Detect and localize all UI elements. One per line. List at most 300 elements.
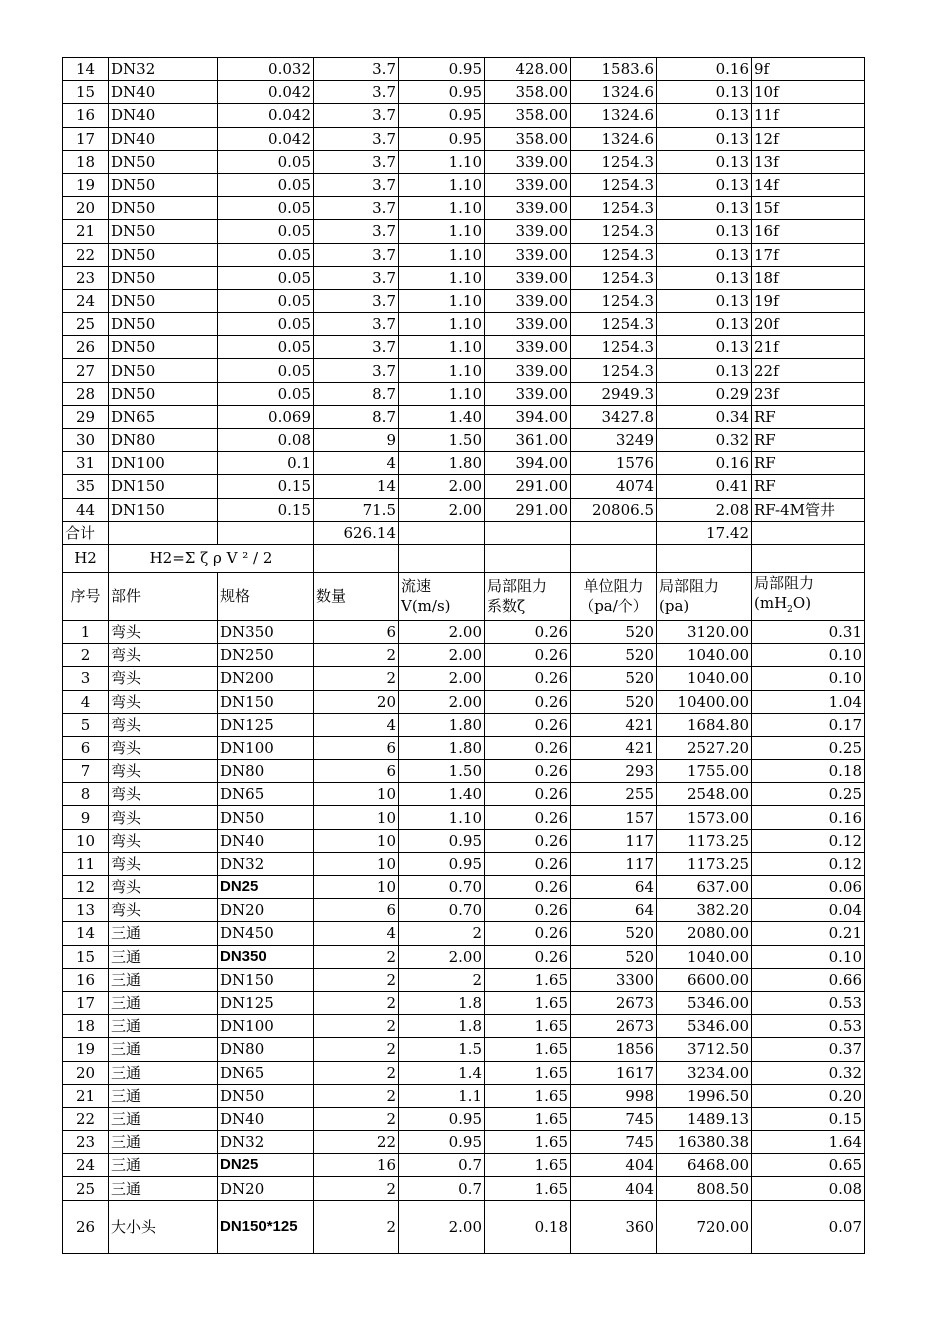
pipe-diameter: 0.15 <box>218 475 314 498</box>
resistance-coef: 1.65 <box>485 1015 571 1038</box>
pipe-spec: DN50 <box>109 289 218 312</box>
unit-resistance: 358.00 <box>485 81 571 104</box>
location: 11f <box>752 104 865 127</box>
unit-resistance: 157 <box>571 806 657 829</box>
local-resistance-pa: 5346.00 <box>657 991 752 1014</box>
pipe-diameter: 0.05 <box>218 243 314 266</box>
friction-m: 0.41 <box>657 475 752 498</box>
row-no: 15 <box>63 81 109 104</box>
velocity: 1.1 <box>399 1084 485 1107</box>
part-spec: DN125 <box>218 991 314 1014</box>
location: 9f <box>752 58 865 81</box>
row-no: 20 <box>63 1061 109 1084</box>
local-resistance-mh2o: 0.32 <box>752 1061 865 1084</box>
pipe-diameter: 0.05 <box>218 150 314 173</box>
velocity: 1.50 <box>399 429 485 452</box>
part-name: 弯头 <box>109 829 218 852</box>
pipe-length: 8.7 <box>314 382 399 405</box>
velocity: 1.10 <box>399 150 485 173</box>
header-localm-line2: $(mH_2O)$ <box>754 593 812 615</box>
local-resistance-pa: 1040.00 <box>657 644 752 667</box>
table-row <box>63 173 865 196</box>
local-resistance-mh2o: 1.64 <box>752 1131 865 1154</box>
row-no: 27 <box>63 359 109 382</box>
table-row <box>63 899 865 922</box>
row-no: 16 <box>63 104 109 127</box>
row-no: 2 <box>63 644 109 667</box>
table-row <box>63 150 865 173</box>
local-resistance-pa: 3120.00 <box>657 620 752 643</box>
local-resistance-mh2o: 0.12 <box>752 852 865 875</box>
friction-pa: 1254.3 <box>571 220 657 243</box>
location: 18f <box>752 266 865 289</box>
pipe-spec: DN50 <box>109 336 218 359</box>
part-name: 弯头 <box>109 736 218 759</box>
table-row <box>63 1154 865 1177</box>
pipe-resistance-table <box>62 57 865 1254</box>
velocity: 1.8 <box>399 991 485 1014</box>
row-no: 25 <box>63 1177 109 1200</box>
table-row <box>63 968 865 991</box>
friction-m: 0.13 <box>657 197 752 220</box>
local-resistance-pa: 3712.50 <box>657 1038 752 1061</box>
pipe-diameter: 0.1 <box>218 452 314 475</box>
table-row <box>63 81 865 104</box>
local-resistance-pa: 10400.00 <box>657 690 752 713</box>
pipe-diameter: 0.042 <box>218 127 314 150</box>
table-row <box>63 313 865 336</box>
velocity: 1.10 <box>399 382 485 405</box>
local-resistance-pa: 1996.50 <box>657 1084 752 1107</box>
resistance-coef: 1.65 <box>485 1177 571 1200</box>
part-spec: DN20 <box>218 1177 314 1200</box>
resistance-coef: 0.26 <box>485 736 571 759</box>
pipe-length: 8.7 <box>314 405 399 428</box>
quantity: 2 <box>314 945 399 968</box>
resistance-coef: 1.65 <box>485 1107 571 1130</box>
unit-resistance: 1617 <box>571 1061 657 1084</box>
velocity: 0.95 <box>399 127 485 150</box>
header-coef-line1: 局部阻力 <box>487 577 548 596</box>
friction-m: 0.16 <box>657 58 752 81</box>
table-row <box>63 1107 865 1130</box>
velocity: 0.7 <box>399 1154 485 1177</box>
pipe-diameter: 0.042 <box>218 104 314 127</box>
pipe-length: 71.5 <box>314 498 399 521</box>
pipe-diameter: 0.05 <box>218 359 314 382</box>
row-no: 21 <box>63 220 109 243</box>
quantity: 10 <box>314 852 399 875</box>
table-row <box>63 922 865 945</box>
velocity: 1.8 <box>399 1015 485 1038</box>
unit-resistance: 745 <box>571 1107 657 1130</box>
header-local-line2: (pa) <box>659 597 690 616</box>
header-qty: 数量 <box>314 572 399 620</box>
local-resistance-pa: 1173.25 <box>657 829 752 852</box>
velocity: 0.95 <box>399 104 485 127</box>
pipe-length: 3.7 <box>314 173 399 196</box>
table-row <box>63 104 865 127</box>
row-no: 22 <box>63 1107 109 1130</box>
friction-m: 0.13 <box>657 150 752 173</box>
pipe-spec: DN50 <box>109 150 218 173</box>
resistance-coef: 0.26 <box>485 667 571 690</box>
resistance-coef: 1.65 <box>485 1084 571 1107</box>
velocity: 0.95 <box>399 58 485 81</box>
row-no: 26 <box>63 336 109 359</box>
pipe-length: 3.7 <box>314 220 399 243</box>
local-resistance-mh2o: 0.17 <box>752 713 865 736</box>
row-no: 21 <box>63 1084 109 1107</box>
friction-pa: 1324.6 <box>571 81 657 104</box>
unit-resistance: 339.00 <box>485 382 571 405</box>
resistance-coef: 0.26 <box>485 806 571 829</box>
velocity: 0.95 <box>399 1107 485 1130</box>
pipe-spec: DN150 <box>109 498 218 521</box>
location: 14f <box>752 173 865 196</box>
unit-resistance: 291.00 <box>485 498 571 521</box>
velocity: 2.00 <box>399 1200 485 1253</box>
location: 16f <box>752 220 865 243</box>
local-resistance-mh2o: 0.12 <box>752 829 865 852</box>
row-no: 16 <box>63 968 109 991</box>
part-name: 弯头 <box>109 852 218 875</box>
unit-resistance: 1856 <box>571 1038 657 1061</box>
table-row <box>63 452 865 475</box>
part-name: 三通 <box>109 1015 218 1038</box>
velocity: 1.10 <box>399 336 485 359</box>
local-resistance-mh2o: 0.53 <box>752 1015 865 1038</box>
unit-resistance: 339.00 <box>485 359 571 382</box>
unit-resistance: 520 <box>571 644 657 667</box>
row-no: 35 <box>63 475 109 498</box>
quantity: 22 <box>314 1131 399 1154</box>
friction-pa: 20806.5 <box>571 498 657 521</box>
friction-pa: 1576 <box>571 452 657 475</box>
part-spec: DN40 <box>218 1107 314 1130</box>
pipe-spec: DN65 <box>109 405 218 428</box>
part-spec: DN80 <box>218 760 314 783</box>
part-spec: DN65 <box>218 783 314 806</box>
friction-m: 0.13 <box>657 173 752 196</box>
velocity: 0.95 <box>399 852 485 875</box>
location: 23f <box>752 382 865 405</box>
friction-m: 0.13 <box>657 127 752 150</box>
unit-resistance: 421 <box>571 713 657 736</box>
table-row <box>63 991 865 1014</box>
row-no: 4 <box>63 690 109 713</box>
resistance-coef: 0.18 <box>485 1200 571 1253</box>
local-resistance-pa: 3234.00 <box>657 1061 752 1084</box>
unit-resistance: 520 <box>571 945 657 968</box>
header-velocity <box>399 572 485 620</box>
fitting-section-body <box>63 620 865 1253</box>
part-spec: DN100 <box>218 736 314 759</box>
unit-resistance: 339.00 <box>485 266 571 289</box>
pipe-spec: DN50 <box>109 359 218 382</box>
row-no: 9 <box>63 806 109 829</box>
resistance-coef: 1.65 <box>485 1038 571 1061</box>
friction-pa: 3249 <box>571 429 657 452</box>
quantity: 2 <box>314 1200 399 1253</box>
pipe-diameter: 0.05 <box>218 266 314 289</box>
part-spec: DN50 <box>218 1084 314 1107</box>
friction-pa: 1324.6 <box>571 104 657 127</box>
resistance-coef: 0.26 <box>485 829 571 852</box>
header-coef <box>485 572 571 620</box>
local-resistance-mh2o: 0.07 <box>752 1200 865 1253</box>
table-row <box>63 498 865 521</box>
velocity: 0.95 <box>399 829 485 852</box>
row-no: 15 <box>63 945 109 968</box>
table-row <box>63 429 865 452</box>
pipe-spec: DN50 <box>109 266 218 289</box>
table-row <box>63 1084 865 1107</box>
resistance-coef: 1.65 <box>485 991 571 1014</box>
location: 19f <box>752 289 865 312</box>
velocity: 0.70 <box>399 899 485 922</box>
local-resistance-mh2o: 0.10 <box>752 667 865 690</box>
header-velocity-line2: V(m/s) <box>401 597 451 616</box>
friction-pa: 1254.3 <box>571 197 657 220</box>
part-name: 弯头 <box>109 620 218 643</box>
row-no: 44 <box>63 498 109 521</box>
velocity: 1.10 <box>399 313 485 336</box>
friction-m: 0.16 <box>657 452 752 475</box>
quantity: 6 <box>314 620 399 643</box>
resistance-coef: 0.26 <box>485 713 571 736</box>
part-name: 三通 <box>109 1107 218 1130</box>
unit-resistance: 358.00 <box>485 127 571 150</box>
pipe-length: 3.7 <box>314 197 399 220</box>
friction-pa: 1254.3 <box>571 336 657 359</box>
table-row <box>63 289 865 312</box>
friction-pa: 1583.6 <box>571 58 657 81</box>
unit-resistance: 255 <box>571 783 657 806</box>
h2-label: H2 <box>63 544 109 572</box>
local-resistance-pa: 637.00 <box>657 876 752 899</box>
table-row <box>63 667 865 690</box>
row-no: 30 <box>63 429 109 452</box>
row-no: 22 <box>63 243 109 266</box>
pipe-diameter: 0.042 <box>218 81 314 104</box>
pipe-spec: DN40 <box>109 127 218 150</box>
velocity: 1.40 <box>399 783 485 806</box>
resistance-coef: 0.26 <box>485 690 571 713</box>
quantity: 2 <box>314 991 399 1014</box>
velocity: 2.00 <box>399 475 485 498</box>
row-no: 14 <box>63 58 109 81</box>
pipe-length: 4 <box>314 452 399 475</box>
unit-resistance: 428.00 <box>485 58 571 81</box>
pipe-diameter: 0.05 <box>218 173 314 196</box>
unit-resistance: 998 <box>571 1084 657 1107</box>
row-no: 12 <box>63 876 109 899</box>
pipe-diameter: 0.05 <box>218 289 314 312</box>
resistance-coef: 0.26 <box>485 644 571 667</box>
pipe-length: 3.7 <box>314 266 399 289</box>
local-resistance-pa: 1573.00 <box>657 806 752 829</box>
local-resistance-mh2o: 0.31 <box>752 620 865 643</box>
pipe-spec: DN50 <box>109 243 218 266</box>
header-spec: 规格 <box>218 572 314 620</box>
table-row <box>63 405 865 428</box>
resistance-coef: 1.65 <box>485 1061 571 1084</box>
part-name: 三通 <box>109 968 218 991</box>
part-name: 弯头 <box>109 783 218 806</box>
table-row <box>63 359 865 382</box>
location: 13f <box>752 150 865 173</box>
local-resistance-pa: 2080.00 <box>657 922 752 945</box>
part-name: 三通 <box>109 1038 218 1061</box>
row-no: 24 <box>63 1154 109 1177</box>
pipe-length: 3.7 <box>314 359 399 382</box>
part-name: 弯头 <box>109 899 218 922</box>
table-row <box>63 475 865 498</box>
velocity: 0.7 <box>399 1177 485 1200</box>
pipe-spec: DN40 <box>109 104 218 127</box>
velocity: 1.5 <box>399 1038 485 1061</box>
row-no: 5 <box>63 713 109 736</box>
part-name: 三通 <box>109 945 218 968</box>
part-spec: DN50 <box>218 806 314 829</box>
local-resistance-pa: 1040.00 <box>657 667 752 690</box>
part-name: 三通 <box>109 991 218 1014</box>
local-resistance-mh2o: 0.06 <box>752 876 865 899</box>
row-no: 25 <box>63 313 109 336</box>
quantity: 2 <box>314 1177 399 1200</box>
local-resistance-pa: 16380.38 <box>657 1131 752 1154</box>
local-resistance-mh2o: 0.20 <box>752 1084 865 1107</box>
location: RF <box>752 405 865 428</box>
pipe-spec: DN50 <box>109 197 218 220</box>
local-resistance-mh2o: 1.04 <box>752 690 865 713</box>
row-no: 11 <box>63 852 109 875</box>
pipe-diameter: 0.069 <box>218 405 314 428</box>
row-no: 29 <box>63 405 109 428</box>
quantity: 6 <box>314 736 399 759</box>
location: 22f <box>752 359 865 382</box>
part-name: 弯头 <box>109 876 218 899</box>
friction-pa: 1254.3 <box>571 359 657 382</box>
unit-resistance: 64 <box>571 899 657 922</box>
pipe-length: 3.7 <box>314 150 399 173</box>
summary-section <box>63 521 865 620</box>
velocity: 1.10 <box>399 806 485 829</box>
unit-resistance: 339.00 <box>485 197 571 220</box>
velocity: 1.4 <box>399 1061 485 1084</box>
friction-m: 0.29 <box>657 382 752 405</box>
pipe-length: 3.7 <box>314 81 399 104</box>
part-name: 三通 <box>109 1061 218 1084</box>
local-resistance-pa: 6468.00 <box>657 1154 752 1177</box>
quantity: 6 <box>314 760 399 783</box>
unit-resistance: 291.00 <box>485 475 571 498</box>
part-name: 三通 <box>109 1154 218 1177</box>
friction-m: 2.08 <box>657 498 752 521</box>
friction-m: 0.32 <box>657 429 752 452</box>
row-no: 19 <box>63 1038 109 1061</box>
part-spec: DN125 <box>218 713 314 736</box>
resistance-coef: 0.26 <box>485 899 571 922</box>
unit-resistance: 394.00 <box>485 452 571 475</box>
resistance-coef: 1.65 <box>485 1154 571 1177</box>
pipe-diameter: 0.05 <box>218 313 314 336</box>
pipe-length: 3.7 <box>314 313 399 336</box>
quantity: 2 <box>314 1107 399 1130</box>
table-row <box>63 127 865 150</box>
friction-pa: 1254.3 <box>571 313 657 336</box>
friction-pa: 1324.6 <box>571 127 657 150</box>
part-spec: DN20 <box>218 899 314 922</box>
pipe-spec: DN50 <box>109 173 218 196</box>
unit-resistance: 358.00 <box>485 104 571 127</box>
friction-m: 0.13 <box>657 313 752 336</box>
pipe-diameter: 0.05 <box>218 220 314 243</box>
part-name: 弯头 <box>109 644 218 667</box>
table-row <box>63 1177 865 1200</box>
header-part: 部件 <box>109 572 218 620</box>
row-no: 18 <box>63 150 109 173</box>
pipe-diameter: 0.032 <box>218 58 314 81</box>
velocity: 1.10 <box>399 220 485 243</box>
row-no: 10 <box>63 829 109 852</box>
pipe-spec: DN40 <box>109 81 218 104</box>
velocity: 1.10 <box>399 197 485 220</box>
quantity: 4 <box>314 713 399 736</box>
friction-m: 0.13 <box>657 266 752 289</box>
quantity: 2 <box>314 644 399 667</box>
pipe-spec: DN50 <box>109 382 218 405</box>
unit-resistance: 339.00 <box>485 289 571 312</box>
header-local-pa <box>657 572 752 620</box>
table-row <box>63 620 865 643</box>
friction-pa: 4074 <box>571 475 657 498</box>
total-length: 626.14 <box>314 521 399 544</box>
local-resistance-pa: 1173.25 <box>657 852 752 875</box>
resistance-coef: 1.65 <box>485 968 571 991</box>
unit-resistance: 520 <box>571 922 657 945</box>
quantity: 16 <box>314 1154 399 1177</box>
table-row <box>63 1015 865 1038</box>
local-resistance-mh2o: 0.15 <box>752 1107 865 1130</box>
velocity: 2 <box>399 922 485 945</box>
local-resistance-mh2o: 0.37 <box>752 1038 865 1061</box>
header-unit-line2: （pa/个） <box>579 597 648 616</box>
part-spec: DN25 <box>218 1154 314 1177</box>
local-resistance-mh2o: 0.10 <box>752 644 865 667</box>
part-name: 三通 <box>109 1177 218 1200</box>
unit-resistance: 339.00 <box>485 243 571 266</box>
pipe-diameter: 0.05 <box>218 382 314 405</box>
table-row <box>63 382 865 405</box>
unit-resistance: 2673 <box>571 1015 657 1038</box>
local-resistance-mh2o: 0.10 <box>752 945 865 968</box>
table-row <box>63 1038 865 1061</box>
part-spec: DN80 <box>218 1038 314 1061</box>
local-resistance-mh2o: 0.66 <box>752 968 865 991</box>
part-spec: DN150 <box>218 968 314 991</box>
friction-m: 0.13 <box>657 336 752 359</box>
table-row <box>63 945 865 968</box>
part-name: 三通 <box>109 922 218 945</box>
header-local-mh2o <box>752 572 865 620</box>
unit-resistance: 520 <box>571 690 657 713</box>
header-local-line1: 局部阻力 <box>659 577 720 596</box>
fitting-header-row <box>63 572 865 620</box>
velocity: 1.40 <box>399 405 485 428</box>
quantity: 2 <box>314 1061 399 1084</box>
